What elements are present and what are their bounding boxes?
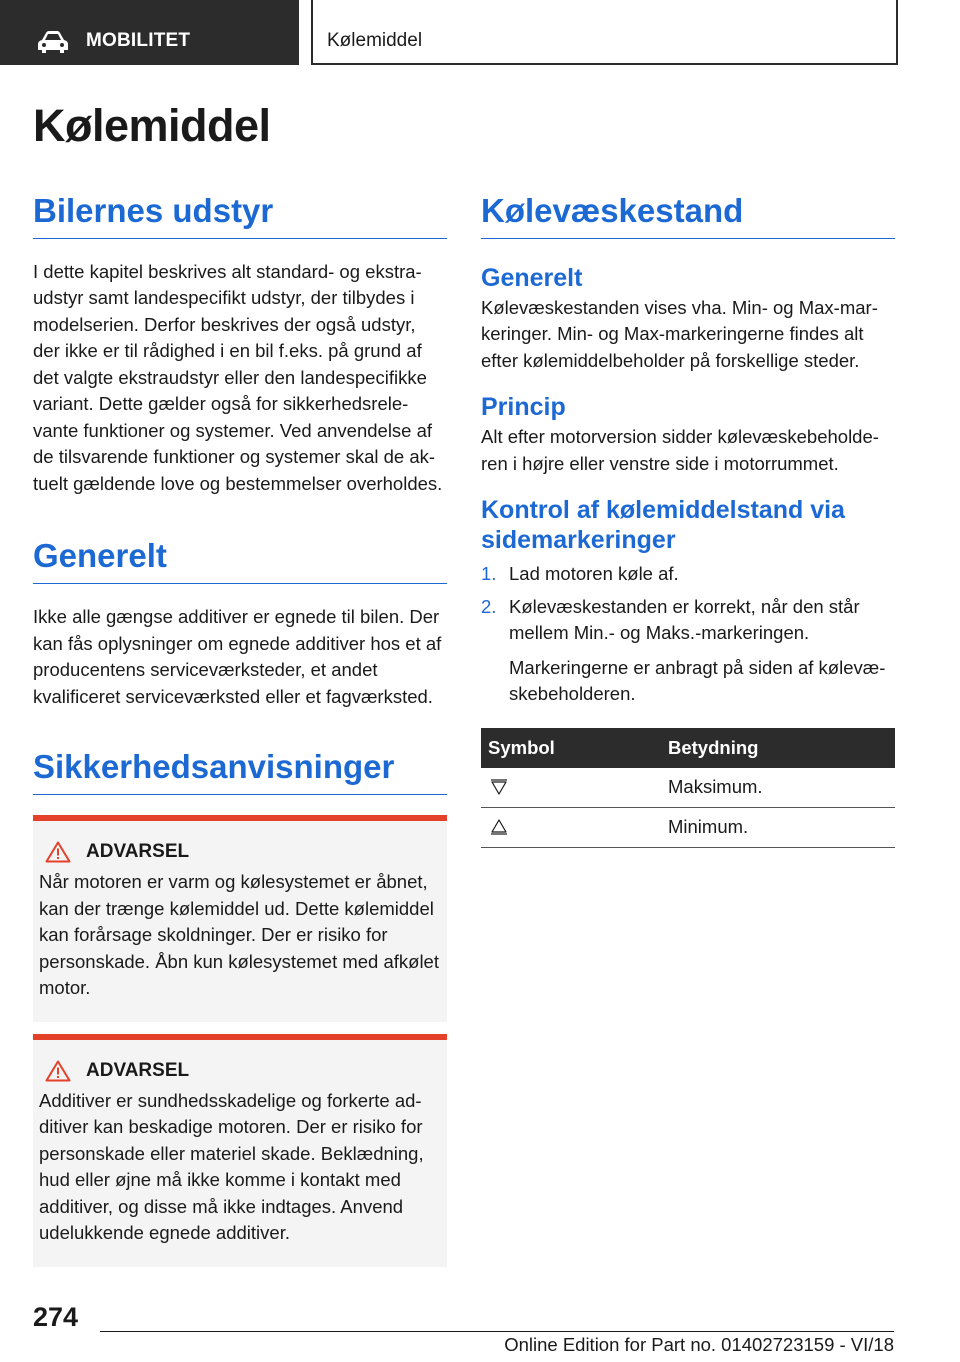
step-item (481, 594, 895, 647)
symbol-cell (481, 807, 661, 847)
general-paragraph: Ikke alle gængse additiver er egnede til bilen. Der kan fås oplysninger om egnede additiver hos et af producentens serviceværksteder, et andet kvalificeret serviceværksted eller et fagværksted. (33, 606, 442, 707)
page-number: 274 (33, 1302, 79, 1332)
column-header-meaning: Betydning (661, 728, 895, 768)
meaning-cell: Minimum. (661, 807, 895, 847)
table-row (481, 807, 895, 847)
section-heading-general: Generelt (33, 537, 447, 584)
section-heading-coolant-level: Kølevæskestand (481, 192, 895, 239)
footer-divider (100, 1331, 894, 1332)
markings-note: Markeringerne er anbragt på siden af kølevæskebeholderen. (509, 656, 886, 705)
warning-label: ADVARSEL (86, 1059, 190, 1081)
step-number: 2. (481, 595, 497, 617)
warning-triangle-icon (45, 841, 71, 863)
warning-box (33, 1034, 447, 1267)
section-heading-equipment: Bilernes udstyr (33, 192, 447, 239)
warning-label: ADVARSEL (86, 841, 190, 863)
right-column (481, 192, 895, 848)
warning-header (45, 841, 441, 863)
warning-header (45, 1060, 441, 1082)
warning-box (33, 815, 447, 1022)
equipment-paragraph: I dette kapitel beskrives alt standard- og ekstraudstyr samt landespecifikt udstyr, der tilbydes i modelserien. Derfor beskrives der også udstyr, der ikke er til rådighed i en bil f.eks. på grund af det valgte ekstraudstyr eller den landespecifikke variant. Dette gælder også for sikkerhedsrelevante funktioner og systemer. Ved anvendelse af de tilsvarende funktioner og systemer skal de aktuelt gældende love og bestemmelser overholdes. (33, 260, 443, 494)
page-title: Kølemiddel (33, 100, 271, 151)
min-level-icon (490, 818, 508, 836)
chapter-tab[interactable] (0, 0, 299, 65)
step-text: Kølevæskestanden er korrekt, når den står mellem Min.- og Maks.-markeringen. (509, 595, 860, 644)
principle-paragraph: Alt efter motorversion sidder kølevæskebeholderen i højre eller venstre side i motorrummet. (481, 426, 879, 474)
subheading-general: Generelt (481, 263, 583, 292)
check-steps (481, 561, 895, 647)
left-column (33, 192, 447, 1267)
warning-text: Additiver er sundhedsskadelige og forkerte additiver kan beskadige motoren. Der er risiko for personskade eller materiel skade. Beklædning, hud eller øjne må ikke komme i kontakt med additiver, og disse må ikke indtages. Anvend udelukkende egnede additiver. (39, 1089, 424, 1244)
step-text: Lad motoren køle af. (509, 563, 679, 585)
breadcrumb (311, 0, 898, 65)
edition-text: Online Edition for Part no. 01402723159 - VI/18 (504, 1334, 894, 1355)
chapter-tab-label: MOBILITET (86, 30, 191, 51)
warning-text: Når motoren er varm og kølesystemet er åbnet, kan der trænge kølemiddel ud. Dette kølemiddel kan forårsage skoldninger. Der er risiko for personskade. Åbn kun kølesystemet med afkølet motor. (39, 871, 439, 999)
max-level-icon (490, 778, 508, 796)
step-number: 1. (481, 563, 497, 585)
table-header-row (481, 728, 895, 768)
step-item (481, 561, 895, 588)
column-header-symbol: Symbol (481, 728, 661, 768)
warning-triangle-icon (45, 1060, 71, 1082)
table-row (481, 768, 895, 808)
section-heading-safety: Sikkerhedsanvisninger (33, 748, 447, 795)
symbol-table (481, 728, 895, 848)
breadcrumb-label: Kølemiddel (327, 30, 423, 51)
subheading-principle: Princip (481, 393, 566, 422)
meaning-cell: Maksimum. (661, 768, 895, 808)
car-icon (36, 30, 70, 54)
subheading-check: Kontrol af kølemiddelstand via sidemarkeringer (481, 496, 845, 555)
coolant-general-paragraph: Kølevæskestanden vises vha. Min- og Max-markeringer. Min- og Max-markeringerne findes alt efter kølemiddelbeholder på forskellige steder. (481, 296, 878, 371)
symbol-cell (481, 768, 661, 808)
